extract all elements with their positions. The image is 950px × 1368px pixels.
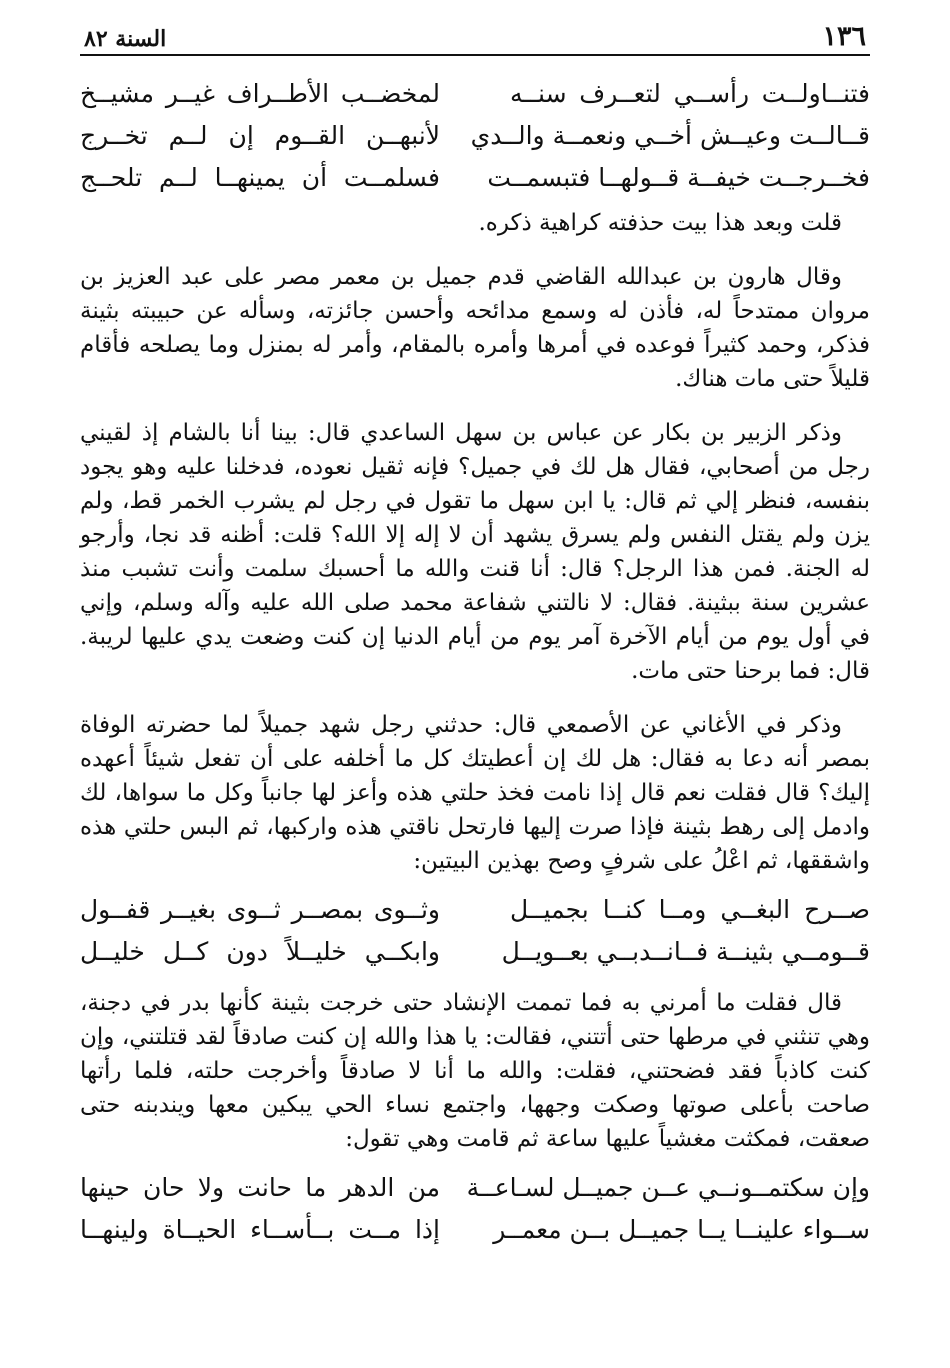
verse-left-hemistich: وابكــي خليــلاً دون كــل خليــل (80, 936, 440, 966)
poem-block-3 (80, 1166, 870, 1250)
poem-verse (80, 1208, 870, 1250)
paragraph-harun-account: وقال هارون بن عبدالله القاضي قدم جميل بن معمر مصر على عبد العزيز بن مروان ممتدحاً له، فأذن له وسمع مدائحه وأحسن جائزته، وسأله عن حبيبته بثينة فذكر، وحمد كثيراً فوعده في أمرها وأمره بالمقام، وأمر له بمنزل وما يصلحه فأقام قليلاً حتى مات هناك. (80, 264, 870, 392)
page-header (80, 14, 870, 56)
book-page (80, 14, 870, 1250)
paragraph-omission-note: قلت وبعد هذا بيت حذفته كراهية ذكره. (478, 210, 842, 236)
verse-right-hemistich: فتنــاولــت رأســي لتعــرف سنــه (510, 78, 870, 108)
verse-left-hemistich: فسلمــت أن يمينهــا لــم تلحــج (80, 162, 440, 192)
verse-right-hemistich: قــالــت وعيــش أخــي ونعمــة والــدي (470, 120, 870, 150)
poem-verse (80, 156, 870, 198)
verse-left-hemistich: لأنبهــن القــوم إن لــم تخــرج (80, 120, 440, 150)
paragraph-buthaina-arrival: قال فقلت ما أمرني به فما تممت الإنشاد حتى خرجت بثينة كأنها بدر في دجنة، وهي تنثني في مرطها حتى أتتني، فقالت: يا هذا والله إن كنت صادقاً لقد قتلتني، وإن كنت كاذباً فقد فضحتني، فقلت: والله ما أنا لا صادقاً وأخرجت حلته، فلما رأتها صاحت بأعلى صوتها وصكت وجهها، واجتمع نساء الحي يبكين معها ويندبنه حتى صعقت، فمكثت مغشياً عليها ساعة ثم قامت وهي تقول: (80, 990, 870, 1152)
verse-right-hemistich: صــرح البغــي ومــا كنــا بجميــل (510, 894, 870, 924)
poem-block-2 (80, 888, 870, 972)
poem-verse (80, 1166, 870, 1208)
paragraph-zubair-account: وذكر الزبير بن بكار عن عباس بن سهل الساعدي قال: بينا أنا بالشام إذ لقيني رجل من أصحابي، فقال هل لك في جميل؟ فإنه ثقيل نعوده، فدخلنا عليه وهو يجود بنفسه، فنظر إلي ثم قال: يا ابن سهل ما تقول في رجل لم يشرب الخمر قط، ولم يزن ولم يقتل النفس ولم يسرق يشهد أن لا إله إلا الله؟ قلت: أظنه قد نجا، وأرجو له الجنة. فمن هذا الرجل؟ قال: أنا قنت والله ما أحسبك سلمت وأنت تشبب منذ عشرين سنة ببثينة. فقال: لا نالتني شفاعة محمد صلى الله عليه وآله وسلم، وإني في أول يوم من أيام الآخرة آمر يوم من أيام الدنيا إن كنت وضعت يدي عليها لريبة. قال: فما برحنا حتى مات. (80, 420, 870, 684)
poem-verse (80, 930, 870, 972)
verse-left-hemistich: وثــوى بمصــر ثــوى بغيــر قفــول (80, 894, 440, 924)
paragraph-aghani-account: وذكر في الأغاني عن الأصمعي قال: حدثني رجل شهد جميلاً لما حضرته الوفاة بمصر أنه دعا به فقال: هل لك إن أعطيتك كل ما أخلفه على أن تفعل شيئاً أعهده إليك؟ قال فقلت نعم قال إذا نامت فخذ حلتي هذه وأعز لها جانباً وكل ما سواها، لك وادمل إلى رهط بثينة فإذا صرت إليها فارتحل ناقتي هذه واركبها، ثم البس حلتي هذه واشققها، ثم اعْلُ على شرفٍ وصح بهذين البيتين: (80, 712, 870, 874)
verse-right-hemistich: ســواء علينــا يــا جميــل بــن معمــر (493, 1214, 870, 1244)
page-number: ١٣٦ (822, 21, 866, 52)
verse-left-hemistich: إذا مــت بــأســاء الحيــاة ولينهــا (80, 1214, 440, 1244)
poem-block-1 (80, 72, 870, 198)
running-title-year: السنة ٨٢ (84, 26, 167, 52)
poem-verse (80, 114, 870, 156)
verse-right-hemistich: فخــرجــت خيفــة قــولهــا فتبسمــت (487, 162, 870, 192)
poem-verse (80, 888, 870, 930)
verse-right-hemistich: وإن سكتمــونــي عــن جميــل لسـاعــة (466, 1172, 870, 1202)
verse-left-hemistich: لمخضــب الأطــراف غيــر مشيــخ (80, 78, 440, 108)
verse-left-hemistich: من الدهر ما حانت ولا حان حينها (80, 1172, 440, 1202)
verse-right-hemistich: قــومــي بثينــة فــانــدبــي بعــويــل (501, 936, 870, 966)
poem-verse (80, 72, 870, 114)
